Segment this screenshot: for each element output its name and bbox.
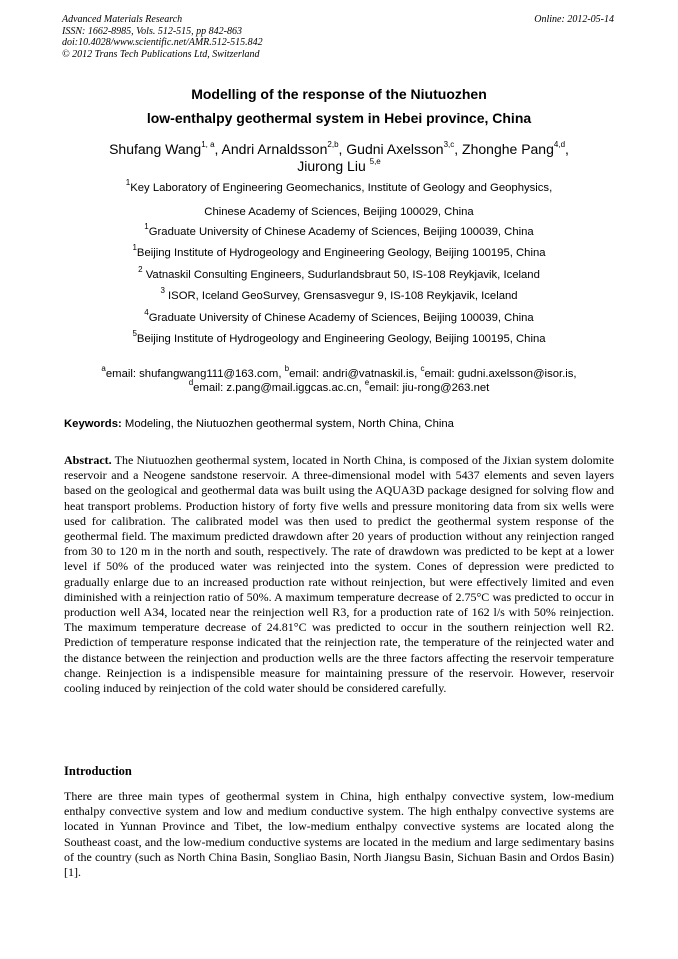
author-name: , Andri Arnaldsson bbox=[214, 141, 328, 157]
affiliation-marker: 1 bbox=[125, 178, 131, 188]
email-address: email: shufangwang111@163.com, bbox=[105, 368, 285, 380]
abstract-label: Abstract. bbox=[64, 453, 112, 467]
affiliation-marker: 4 bbox=[144, 308, 149, 318]
affiliation-marker: 1 bbox=[132, 243, 137, 253]
affiliation-text: Graduate University of Chinese Academy of Sciences, Beijing 100039, China bbox=[148, 226, 534, 238]
abstract-text: The Niutuozhen geothermal system, located in North China, is composed of the Jixian system dolomite reservoir and a Neogene sandstone reservoir. A three-dimensional model with 5437 elements and seven layers based on the geological and geothermal data was built using the AQUA3D package designed for solving flow and heat transport problems. Production history of forty five wells and pressure monitoring data from six wells were used for calibration. The calibrated model was then used to predict the geothermal system response of the geothermal field. The maximum predicted drawdown after 20 years of production without any reinjection ranged from 30 to 120 m in the north and south, respectively. The rate of drawdown was predicted to be kept at a lower level if 50% of the produced water was reinjected into the system. Cones of depression were predicted to gradually enlarge due to an increased production rate without reinjection, but were effectively limited and even diminished with a reinjection ratio of 50%. A maximum temperature decrease of 2.75°C was predicted to occur in production well A34, located near the reinjection well R3, for a production rate of 162 l/s with 50% reinjection. The maximum temperature decrease of 24.81°C was predicted to occur in the southern reinjection well R2. Prediction of temperature response indicated that the reinjection rate, the temperature of the reinjected water and the distance between the reinjection and production wells are the three factors affecting the reservoir temperature change. Reinjection is a indispensible measure for maintaining pressure of the reservoir. However, reservoir cooling induced by reinjection of the cold water should be considered carefully. bbox=[64, 453, 614, 696]
affiliation-text: Beijing Institute of Hydrogeology and Engineering Geology, Beijing 100195, China bbox=[136, 333, 546, 345]
paper-title-line-1: Modelling of the response of the Niutuozhen bbox=[191, 86, 487, 102]
author-affiliation-marker: 2,b bbox=[327, 140, 339, 150]
affiliation-text: Chinese Academy of Sciences, Beijing 100029, China bbox=[204, 206, 474, 218]
doi-line: doi:10.4028/www.scientific.net/AMR.512-515.842 bbox=[62, 37, 263, 48]
abstract bbox=[64, 453, 614, 696]
affiliation-text: Vatnaskil Consulting Engineers, Sudurlandsbraut 50, IS-108 Reykjavik, Iceland bbox=[142, 269, 540, 281]
author-name: Jiurong Liu bbox=[297, 158, 370, 174]
author-name: Shufang Wang bbox=[109, 141, 202, 157]
email-marker: d bbox=[188, 378, 194, 388]
email-marker: b bbox=[284, 364, 290, 374]
author-affiliation-marker: 3,c bbox=[443, 140, 455, 150]
author-affiliation-marker: 1, a bbox=[201, 140, 215, 150]
email-marker: c bbox=[420, 364, 425, 374]
email-marker: e bbox=[364, 378, 370, 388]
keywords bbox=[64, 418, 624, 430]
copyright-line: © 2012 Trans Tech Publications Ltd, Switzerland bbox=[62, 48, 260, 60]
affiliation-line bbox=[0, 178, 678, 195]
journal-header bbox=[62, 14, 614, 60]
affiliation-marker: 3 bbox=[160, 286, 165, 296]
author-name: , Zhonghe Pang bbox=[454, 141, 554, 157]
affiliation-line bbox=[0, 286, 678, 303]
email-line-1 bbox=[0, 364, 678, 381]
introduction-paragraph: There are three main types of geothermal system in China, high enthalpy convective system, low-medium enthalpy convective system and low and medium conductive system. The high enthalpy convective systems are located in Yunnan Province and Tibet, the low-medium enthalpy convective systems are located along the Southeast coast, and the low-medium conductive systems are located in the medium and large sedimentary basins of the country (such as North China Basin, Songliao Basin, North Jiangsu Basin, Sichuan Basin and Ordos Basin)[1]. bbox=[64, 789, 614, 880]
affiliation-marker: 1 bbox=[144, 222, 149, 232]
author-affiliation-marker: 5,e bbox=[369, 157, 381, 167]
author-affiliation-marker: 4,d bbox=[553, 140, 566, 150]
affiliation-marker: 5 bbox=[132, 329, 137, 339]
email-marker: a bbox=[101, 364, 106, 374]
affiliation-line bbox=[0, 205, 678, 219]
affiliation-text: Beijing Institute of Hydrogeology and Engineering Geology, Beijing 100195, China bbox=[136, 247, 546, 259]
email-address: email: jiu-rong@263.net bbox=[369, 382, 490, 394]
affiliation-text: Key Laboratory of Engineering Geomechanics, Institute of Geology and Geophysics, bbox=[130, 182, 553, 194]
email-line-2 bbox=[0, 378, 678, 395]
journal-name: Advanced Materials Research bbox=[62, 14, 183, 25]
author-name: , Gudni Axelsson bbox=[338, 141, 444, 157]
email-address: email: z.pang@mail.iggcas.ac.cn, bbox=[193, 382, 365, 394]
keywords-text: Modeling, the Niutuozhen geothermal system, North China, China bbox=[121, 418, 454, 430]
affiliation-line bbox=[0, 265, 678, 282]
affiliation-line bbox=[0, 222, 678, 239]
author-list-line-2 bbox=[0, 158, 678, 175]
affiliation-line bbox=[0, 243, 678, 260]
paper-title-line-2: low-enthalpy geothermal system in Hebei province, China bbox=[146, 110, 532, 126]
affiliation-line bbox=[0, 329, 678, 346]
online-date: Online: 2012-05-14 bbox=[534, 14, 614, 25]
affiliation-marker: 2 bbox=[138, 265, 143, 275]
email-address: email: andri@vatnaskil.is, bbox=[289, 368, 421, 380]
issn-line: ISSN: 1662-8985, Vols. 512-515, pp 842-863 bbox=[62, 25, 242, 37]
email-address: email: gudni.axelsson@isor.is, bbox=[424, 368, 577, 380]
affiliation-text: ISOR, Iceland GeoSurvey, Grensasvegur 9, IS-108 Reykjavik, Iceland bbox=[164, 290, 518, 302]
author-list bbox=[0, 141, 678, 158]
affiliation-text: Graduate University of Chinese Academy of Sciences, Beijing 100039, China bbox=[148, 312, 534, 324]
author-separator: , bbox=[565, 141, 569, 157]
keywords-label: Keywords: bbox=[64, 418, 122, 430]
section-heading-introduction: Introduction bbox=[64, 764, 132, 778]
affiliation-line bbox=[0, 308, 678, 325]
